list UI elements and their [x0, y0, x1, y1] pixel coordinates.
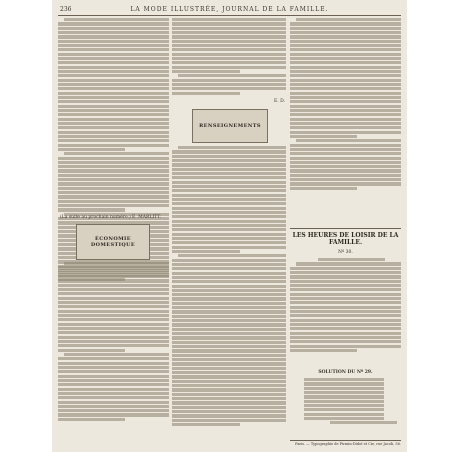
column-2-text-top: [172, 18, 286, 98]
column-3-text-middle: [290, 258, 401, 366]
column-3-text-bottom: [290, 378, 401, 436]
story-continuation-note: (La suite au prochain numéro.): [60, 215, 131, 220]
page-number: 236: [60, 6, 72, 13]
newspaper-page: [52, 0, 407, 452]
column-1-text-bottom: [58, 262, 169, 446]
footer-rule: [290, 440, 401, 441]
running-title: LA MODE ILLUSTRÉE, JOURNAL DE LA FAMILLE.: [130, 6, 329, 13]
solution-heading: SOLUTION DU Nº 29.: [318, 370, 373, 375]
printer-footer: Paris. — Typographie de Firmin-Didot et Cie, rue Jacob, 56.: [295, 442, 401, 446]
header-rule: [58, 15, 401, 16]
economie-vignette: [76, 224, 150, 260]
renseignements-heading: RENSEIGNEMENTS: [199, 123, 261, 129]
loisirs-number: Nº 30.: [338, 250, 353, 255]
page-header: [52, 5, 407, 15]
section-rule: [290, 228, 401, 229]
column-3-text-top: [290, 18, 401, 226]
column-2-initials: E. D.: [274, 99, 286, 104]
story-author: E. MARLITT.: [132, 215, 162, 220]
column-2-text-bottom: [172, 146, 286, 446]
renseignements-vignette: [192, 109, 268, 143]
economie-heading: ÉCONOMIE DOMESTIQUE: [90, 236, 136, 248]
loisirs-title: LES HEURES DE LOISIR DE LA FAMILLE.: [292, 232, 399, 246]
